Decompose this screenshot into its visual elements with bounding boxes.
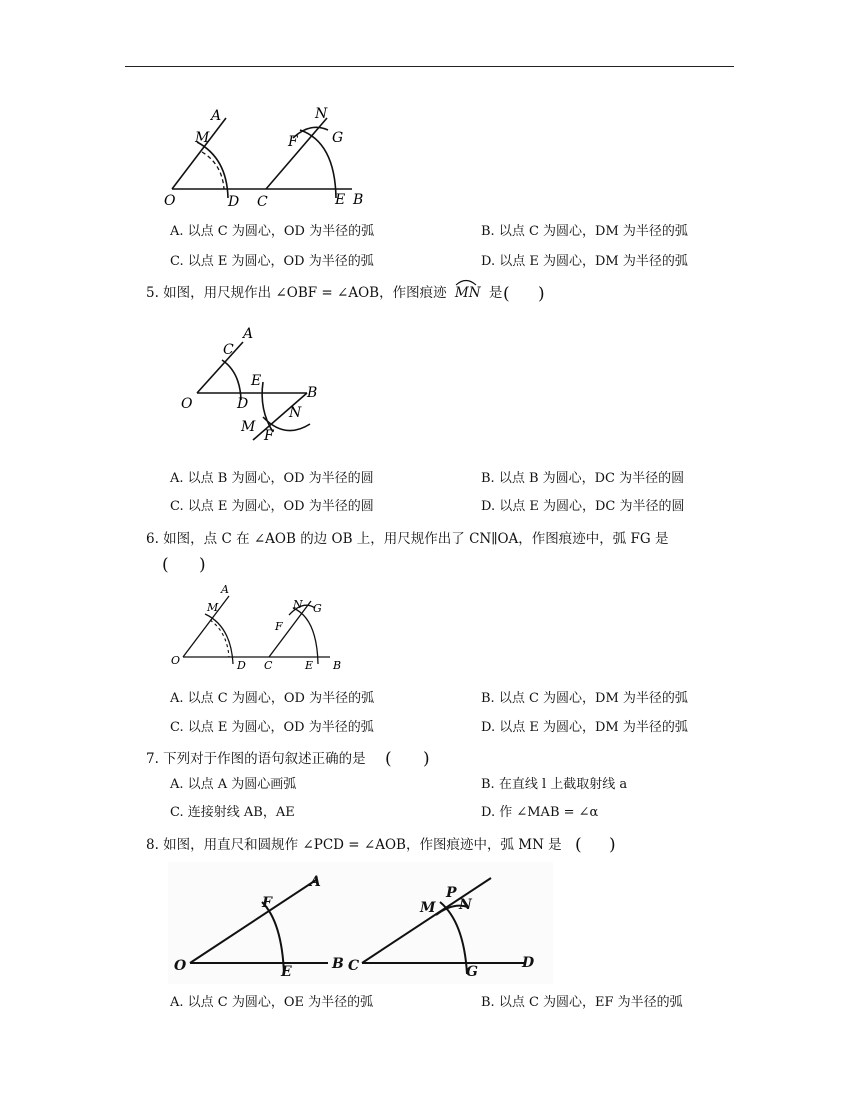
q5-arc-mark-icon [455, 278, 477, 286]
q4-option-d[interactable]: D. 以点 E 为圆心，DM 为半径的弧 [481, 254, 688, 269]
q4-ray-cn [266, 118, 327, 189]
q5-label-f: F [264, 428, 274, 444]
q8-label-f: F [262, 895, 272, 911]
q4-label-o: O [164, 193, 176, 209]
q5-label-d: D [237, 396, 249, 412]
q7-option-a[interactable]: A. 以点 A 为圆心画弧 [170, 777, 297, 792]
q6-label-d: D [237, 659, 246, 672]
q5-label-b: B [307, 385, 318, 401]
q8-label-d: D [522, 955, 535, 971]
q7-option-d[interactable]: D. 作 ∠MAB = ∠α [481, 805, 599, 820]
q6-label-o: O [171, 654, 181, 667]
q5-stem-end: 是 [488, 285, 503, 301]
q6-paren-close: ) [199, 555, 206, 575]
q8-label-m: M [420, 900, 436, 916]
q5-stem [146, 284, 502, 302]
q5-label-n: N [289, 405, 302, 421]
q7-option-c[interactable]: C. 连接射线 AB，AE [170, 805, 295, 820]
q6-label-c: C [264, 659, 273, 672]
q4-option-b[interactable]: B. 以点 C 为圆心，DM 为半径的弧 [481, 224, 688, 239]
q8-paren-open: ( [575, 835, 582, 855]
q5-paren-open: ( [503, 284, 510, 304]
q6-ray-oa [183, 596, 229, 657]
q5-option-d[interactable]: D. 以点 E 为圆心，DC 为半径的圆 [481, 499, 685, 514]
q5-figure [175, 322, 335, 447]
q6-arc-ne [293, 608, 318, 664]
q6-option-a[interactable]: A. 以点 C 为圆心，OD 为半径的弧 [170, 691, 375, 706]
q8-label-p: P [446, 885, 457, 901]
q7-option-b[interactable]: B. 在直线 l 上截取射线 a [481, 777, 628, 792]
q7-paren-close: ) [423, 749, 430, 769]
q4-figure [160, 100, 380, 215]
q5-arc-cd [222, 360, 241, 400]
q4-option-a[interactable]: A. 以点 C 为圆心，OD 为半径的弧 [170, 224, 375, 239]
q8-label-b: B [332, 956, 344, 972]
q6-paren-open: ( [162, 555, 169, 575]
q6-label-f: F [275, 620, 283, 633]
q8-stem: 8. 如图，用直尺和圆规作 ∠PCD = ∠AOB，作图痕迹中，弧 MN 是 [146, 837, 562, 853]
q5-paren-close: ) [538, 284, 545, 304]
q4-option-c[interactable]: C. 以点 E 为圆心，OD 为半径的弧 [170, 254, 374, 269]
q5-stem-text: 5. 如图，用尺规作出 ∠OBF = ∠AOB，作图痕迹 [146, 285, 447, 301]
q6-stem: 6. 如图，点 C 在 ∠AOB 的边 OB 上，用尺规作出了 CN∥OA，作图痕迹中，弧 FG 是 [146, 531, 669, 547]
q6-label-e: E [305, 659, 314, 672]
q4-label-n: N [315, 106, 328, 122]
q5-ray-oa [197, 342, 243, 393]
q8-label-o: O [174, 958, 187, 974]
q4-arc-ne [300, 130, 336, 198]
q6-option-b[interactable]: B. 以点 C 为圆心，DM 为半径的弧 [481, 691, 688, 706]
q4-label-f: F [288, 134, 298, 150]
q6-option-d[interactable]: D. 以点 E 为圆心，DM 为半径的弧 [481, 720, 688, 735]
q8-label-g: G [466, 964, 478, 980]
q6-label-a: A [221, 583, 229, 596]
q4-label-e: E [335, 192, 346, 208]
q4-arc-dashed [202, 152, 224, 189]
q6-label-n: N [293, 598, 303, 611]
q6-label-b: B [333, 659, 342, 672]
q4-label-a: A [211, 108, 222, 124]
q8-label-n: N [459, 897, 472, 913]
q6-label-m: M [207, 601, 219, 614]
header-rule [125, 66, 734, 67]
q8-label-e: E [281, 964, 292, 980]
q4-ray-oa [172, 118, 226, 189]
q6-figure [165, 582, 355, 674]
q6-option-c[interactable]: C. 以点 E 为圆心，OD 为半径的弧 [170, 720, 374, 735]
q5-label-e: E [251, 373, 262, 389]
q8-option-b[interactable]: B. 以点 C 为圆心，EF 为半径的弧 [481, 995, 683, 1010]
q4-label-c: C [257, 194, 268, 210]
q5-option-c[interactable]: C. 以点 E 为圆心，OD 为半径的圆 [170, 499, 374, 514]
q8-label-c: C [348, 958, 360, 974]
q5-arc-name: MN [455, 284, 481, 302]
q5-label-o: O [181, 396, 193, 412]
q7-stem: 7. 下列对于作图的语句叙述正确的是 [146, 751, 366, 767]
q4-label-m: M [195, 130, 210, 146]
q7-paren-open: ( [385, 749, 392, 769]
q8-paren-close: ) [609, 835, 616, 855]
q5-label-m: M [241, 419, 256, 435]
q8-label-a: A [310, 874, 321, 890]
q5-option-a[interactable]: A. 以点 B 为圆心，OD 为半径的圆 [170, 471, 374, 486]
q4-label-b: B [353, 192, 364, 208]
q6-label-g: G [313, 602, 322, 615]
q4-label-d: D [228, 194, 240, 210]
q8-option-a[interactable]: A. 以点 C 为圆心，OE 为半径的弧 [170, 995, 374, 1010]
q4-label-g: G [332, 130, 344, 146]
q5-label-c: C [223, 342, 234, 358]
q8-figure [168, 862, 553, 984]
q5-option-b[interactable]: B. 以点 B 为圆心，DC 为半径的圆 [481, 471, 685, 486]
q5-label-a: A [243, 326, 254, 342]
